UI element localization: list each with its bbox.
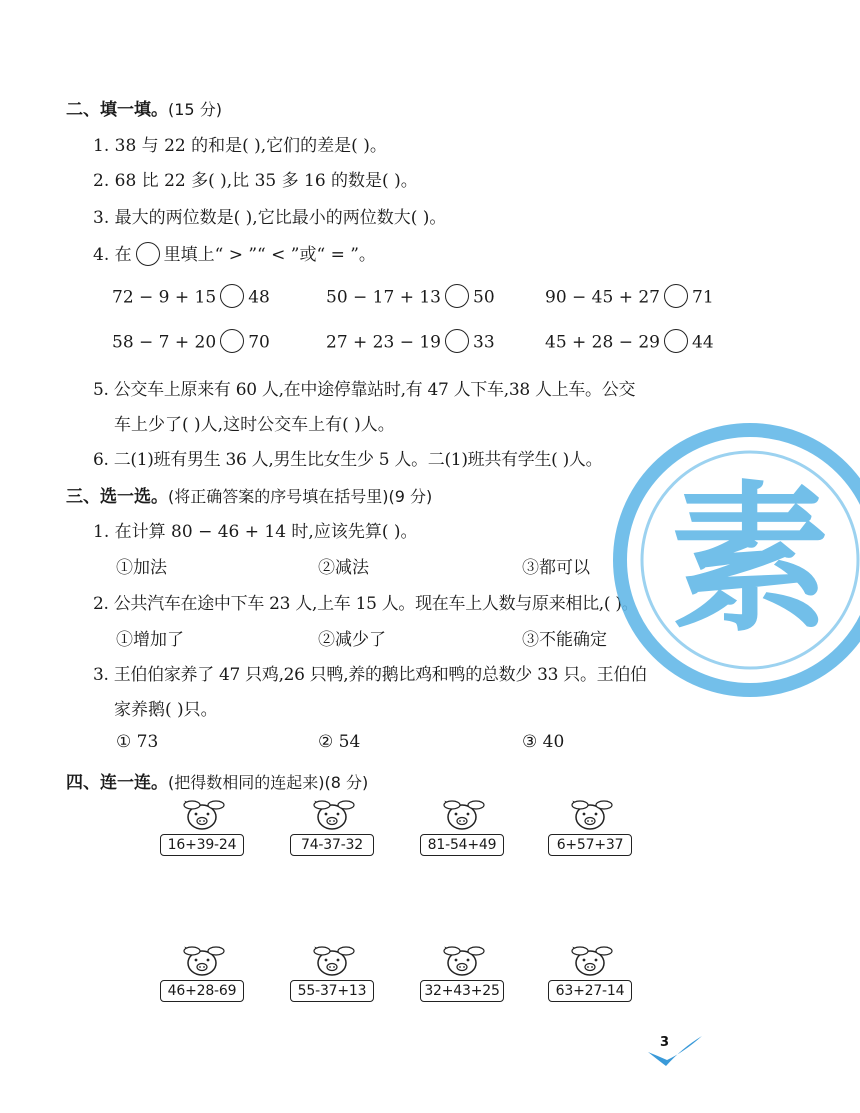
comparison-expression: 58 − 7 + 20 xyxy=(112,332,217,353)
section-2-title: 二、填一填。 xyxy=(66,100,168,120)
watermark-seal-icon xyxy=(600,410,860,710)
section-2-heading xyxy=(66,95,222,120)
pig-card[interactable] xyxy=(420,946,504,1020)
expression-card: 63+27-14 xyxy=(548,980,632,1002)
section-2-note: (15 分) xyxy=(168,100,222,119)
comparison-expression: 90 − 45 + 27 xyxy=(545,287,660,308)
comparison-value: 33 xyxy=(473,332,495,353)
question-2-5-line-2: 车上少了( )人,这时公交车上有( )人。 xyxy=(114,415,395,435)
question-2-4 xyxy=(93,240,376,268)
circle-blank-icon[interactable] xyxy=(664,329,688,353)
watermark-character: 素 xyxy=(670,466,831,653)
circle-blank-icon[interactable] xyxy=(445,284,469,308)
comparison-item xyxy=(545,331,714,355)
comparison-expression: 45 + 28 − 29 xyxy=(545,332,660,353)
expression-card: 6+57+37 xyxy=(548,834,632,856)
question-3-3-line-1: 3. 王伯伯家养了 47 只鸡,26 只鸭,养的鹅比鸡和鸭的总数少 33 只。王伯伯 xyxy=(93,665,647,685)
option[interactable]: ② 54 xyxy=(318,732,361,752)
pig-card[interactable] xyxy=(548,800,632,874)
expression-card: 16+39-24 xyxy=(160,834,244,856)
comparison-value: 70 xyxy=(248,332,270,353)
question-2-4-suffix: 里填上“ > ”“ < ”或“ = ”。 xyxy=(163,245,376,265)
circle-blank-icon[interactable] xyxy=(220,329,244,353)
question-2-5-line-1: 5. 公交车上原来有 60 人,在中途停靠站时,有 47 人下车,38 人上车。公交 xyxy=(93,380,636,400)
question-2-4-prefix: 4. 在 xyxy=(93,245,132,265)
comparison-value: 44 xyxy=(692,332,714,353)
comparison-item xyxy=(326,331,495,355)
pig-feet-icon xyxy=(442,946,486,956)
circle-blank-icon[interactable] xyxy=(664,284,688,308)
expression-card: 81-54+49 xyxy=(420,834,504,856)
expression-card: 46+28-69 xyxy=(160,980,244,1002)
comparison-value: 48 xyxy=(248,287,270,308)
option[interactable]: ①增加了 xyxy=(116,630,184,650)
expression-card: 74-37-32 xyxy=(290,834,374,856)
section-3-note: (将正确答案的序号填在括号里)(9 分) xyxy=(168,487,433,506)
pig-feet-icon xyxy=(570,800,614,810)
comparison-item xyxy=(545,286,714,310)
circle-blank-icon xyxy=(136,242,160,266)
pig-feet-icon xyxy=(182,800,226,810)
pig-card[interactable] xyxy=(290,800,374,874)
pig-card[interactable] xyxy=(160,800,244,874)
expression-card: 55-37+13 xyxy=(290,980,374,1002)
question-2-2: 2. 68 比 22 多( ),比 35 多 16 的数是( )。 xyxy=(93,171,418,191)
question-3-3-line-2: 家养鹅( )只。 xyxy=(114,700,218,720)
option[interactable]: ③不能确定 xyxy=(522,630,607,650)
option[interactable]: ③都可以 xyxy=(522,558,590,578)
question-2-1: 1. 38 与 22 的和是( ),它们的差是( )。 xyxy=(93,136,387,156)
question-2-6: 6. 二(1)班有男生 36 人,男生比女生少 5 人。二(1)班共有学生( )人。 xyxy=(93,450,603,470)
pig-feet-icon xyxy=(312,800,356,810)
page-checkmark-icon xyxy=(640,1030,710,1070)
pig-card[interactable] xyxy=(160,946,244,1020)
comparison-value: 71 xyxy=(692,287,714,308)
expression-card: 32+43+25 xyxy=(420,980,504,1002)
pig-card[interactable] xyxy=(548,946,632,1020)
option[interactable]: ②减少了 xyxy=(318,630,386,650)
question-3-2: 2. 公共汽车在途中下车 23 人,上车 15 人。现在车上人数与原来相比,( )。 xyxy=(93,594,639,614)
pig-card[interactable] xyxy=(420,800,504,874)
circle-blank-icon[interactable] xyxy=(445,329,469,353)
section-3-heading xyxy=(66,482,432,507)
comparison-item xyxy=(112,286,270,310)
section-4-title: 四、连一连。 xyxy=(66,773,168,793)
pig-feet-icon xyxy=(570,946,614,956)
question-2-3: 3. 最大的两位数是( ),它比最小的两位数大( )。 xyxy=(93,208,447,228)
page-number: 3 xyxy=(660,1035,670,1050)
option[interactable]: ②减法 xyxy=(318,558,369,578)
pig-feet-icon xyxy=(182,946,226,956)
pig-card[interactable] xyxy=(290,946,374,1020)
option[interactable]: ① 73 xyxy=(116,732,159,752)
comparison-expression: 72 − 9 + 15 xyxy=(112,287,217,308)
comparison-expression: 27 + 23 − 19 xyxy=(326,332,441,353)
comparison-expression: 50 − 17 + 13 xyxy=(326,287,441,308)
comparison-item xyxy=(112,331,270,355)
comparison-item xyxy=(326,286,495,310)
pig-feet-icon xyxy=(442,800,486,810)
option[interactable]: ③ 40 xyxy=(522,732,565,752)
pig-feet-icon xyxy=(312,946,356,956)
section-4-heading xyxy=(66,768,368,793)
comparison-value: 50 xyxy=(473,287,495,308)
question-3-1: 1. 在计算 80 − 46 + 14 时,应该先算( )。 xyxy=(93,522,418,542)
option[interactable]: ①加法 xyxy=(116,558,167,578)
section-3-title: 三、选一选。 xyxy=(66,487,168,507)
circle-blank-icon[interactable] xyxy=(220,284,244,308)
section-4-note: (把得数相同的连起来)(8 分) xyxy=(168,773,369,792)
